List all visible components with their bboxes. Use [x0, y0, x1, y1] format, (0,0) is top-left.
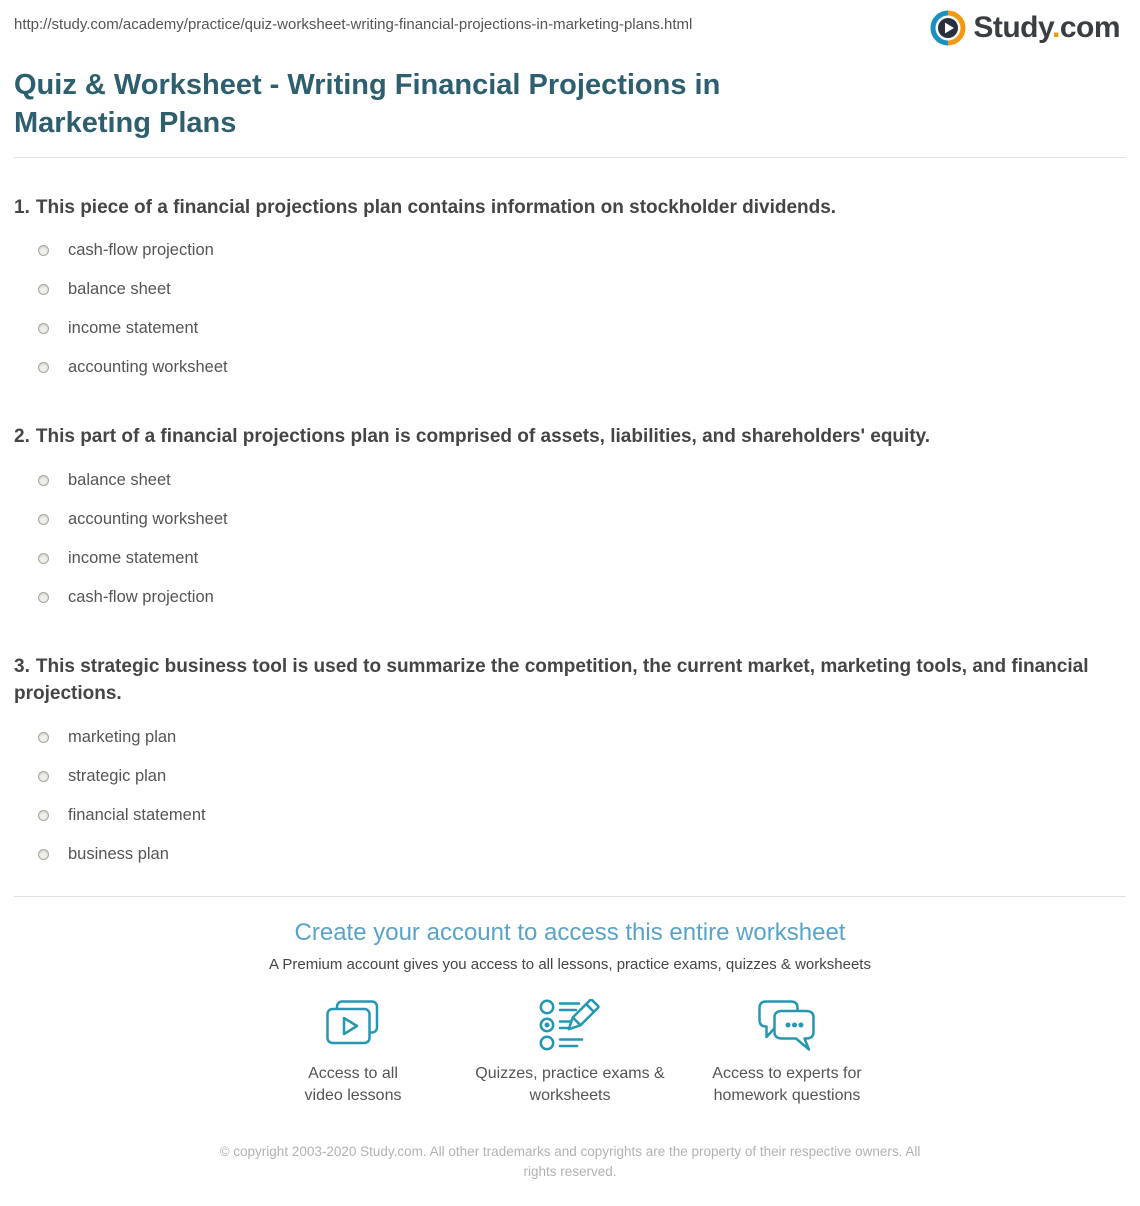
copyright-notice: © copyright 2003-2020 Study.com. All other trademarks and copyrights are the property of their respective owners. All rights reserved.	[205, 1142, 935, 1206]
answer-option[interactable]: balance sheet	[14, 270, 1126, 309]
feature-label: Access to experts for homework questions	[700, 1063, 875, 1108]
feature-label: Access to all video lessons	[288, 1063, 418, 1108]
page-title: Quiz & Worksheet - Writing Financial Projections in Marketing Plans	[14, 66, 794, 143]
title-divider	[14, 157, 1126, 158]
radio-button[interactable]	[38, 362, 49, 373]
quizzes-worksheets-icon	[462, 999, 679, 1051]
answer-option[interactable]: strategic plan	[14, 757, 1126, 796]
radio-button[interactable]	[38, 475, 49, 486]
studycom-logo[interactable]	[930, 10, 1120, 46]
question-text: 3. This strategic business tool is used to summarize the competition, the current market, marketing tools, and financial projections.	[14, 653, 1126, 708]
question-3	[14, 653, 1126, 874]
feature-label: Quizzes, practice exams & worksheets	[473, 1063, 668, 1108]
question-text: 2. This part of a financial projections plan is comprised of assets, liabilities, and shareholders' equity.	[14, 423, 1126, 451]
answer-options	[14, 718, 1126, 874]
answer-option[interactable]: balance sheet	[14, 461, 1126, 500]
signup-subheading: A Premium account gives you access to all lessons, practice exams, quizzes & worksheets	[14, 956, 1126, 973]
radio-button[interactable]	[38, 323, 49, 334]
answer-option[interactable]: cash-flow projection	[14, 578, 1126, 617]
radio-button[interactable]	[38, 849, 49, 860]
signup-heading: Create your account to access this entire worksheet	[14, 919, 1126, 947]
radio-button[interactable]	[38, 810, 49, 821]
feature-video-lessons	[245, 999, 462, 1108]
signup-section	[14, 896, 1126, 1108]
answer-options	[14, 461, 1126, 617]
radio-button[interactable]	[38, 592, 49, 603]
logo-text: Study.com	[973, 11, 1120, 45]
radio-button[interactable]	[38, 732, 49, 743]
answer-option[interactable]: income statement	[14, 539, 1126, 578]
feature-quizzes	[462, 999, 679, 1108]
question-text: 1. This piece of a financial projections plan contains information on stockholder dividends.	[14, 194, 1126, 222]
video-lessons-icon	[245, 999, 462, 1051]
radio-button[interactable]	[38, 284, 49, 295]
chat-experts-icon	[679, 999, 896, 1051]
radio-button[interactable]	[38, 514, 49, 525]
page-url: http://study.com/academy/practice/quiz-worksheet-writing-financial-projections-in-marketing-plans.html	[14, 16, 692, 33]
feature-list	[14, 999, 1126, 1108]
feature-experts	[679, 999, 896, 1108]
answer-option[interactable]: marketing plan	[14, 718, 1126, 757]
radio-button[interactable]	[38, 553, 49, 564]
play-circle-icon	[930, 10, 966, 46]
answer-option[interactable]: business plan	[14, 835, 1126, 874]
answer-option[interactable]: accounting worksheet	[14, 500, 1126, 539]
answer-option[interactable]: cash-flow projection	[14, 231, 1126, 270]
question-1	[14, 194, 1126, 388]
section-divider	[14, 896, 1126, 897]
header	[14, 0, 1126, 46]
answer-option[interactable]: financial statement	[14, 796, 1126, 835]
answer-option[interactable]: income statement	[14, 309, 1126, 348]
answer-option[interactable]: accounting worksheet	[14, 348, 1126, 387]
answer-options	[14, 231, 1126, 387]
question-2	[14, 423, 1126, 617]
radio-button[interactable]	[38, 245, 49, 256]
radio-button[interactable]	[38, 771, 49, 782]
